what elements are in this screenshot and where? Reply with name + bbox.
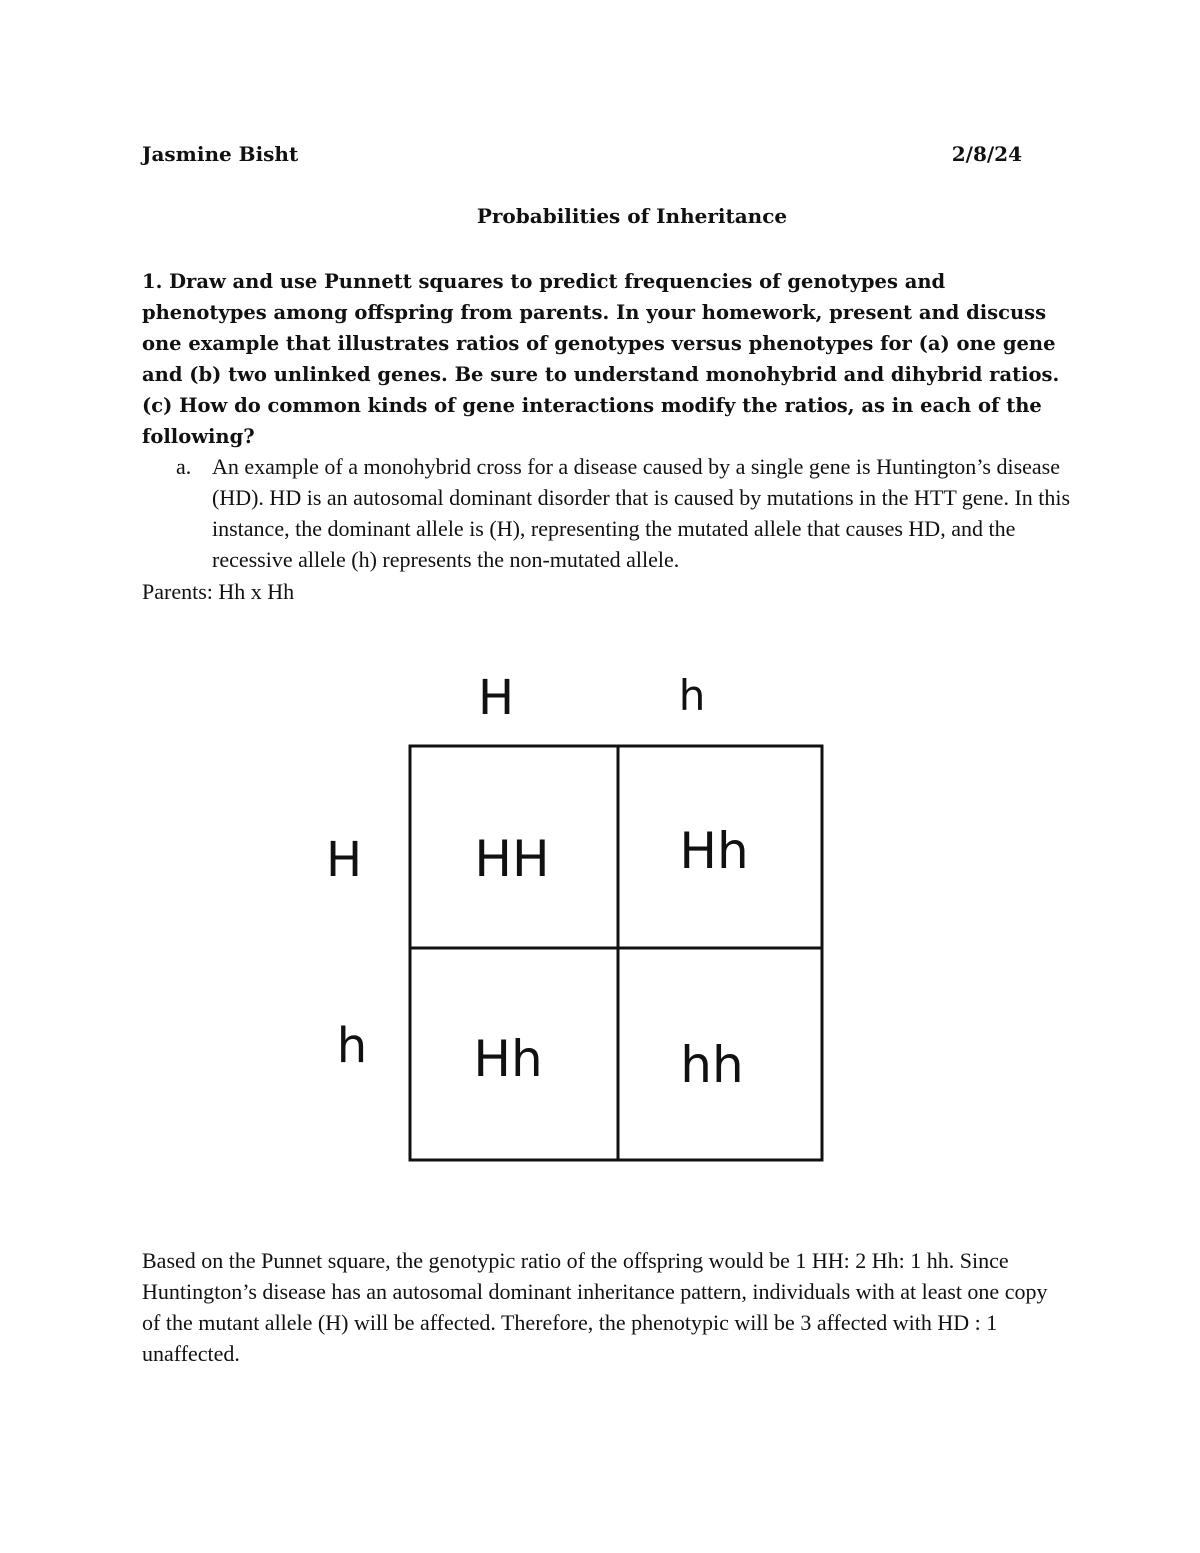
list-marker: a.	[176, 454, 192, 479]
parents-cross: Parents: Hh x Hh	[142, 579, 295, 604]
punnett-grid	[410, 746, 822, 1160]
page-title: Probabilities of Inheritance	[476, 204, 788, 228]
list-item-text: An example of a monohybrid cross for a disease caused by a single gene is Huntington’s disease (HD). HD is an autosomal dominant disorder that is caused by mutations in the HTT gene. In this instance, the dominant allele is (H), representing the mutated allele that causes HD, and the recessive allele (h) represents the non-mutated allele.	[212, 454, 1071, 572]
document-date: 2/8/24	[951, 142, 1022, 166]
row-header: H	[325, 832, 363, 888]
document-header	[142, 142, 1022, 172]
punnett-cell: Hh	[473, 1030, 543, 1088]
author-name: Jasmine Bisht	[142, 142, 299, 166]
col-header: H	[477, 670, 515, 726]
question-prompt: 1. Draw and use Punnett squares to predict frequencies of genotypes and phenotypes among offspring from parents. In your homework, present and discuss one example that illustrates ratios of genotypes versus phenotypes for (a) one gene and (b) two unlinked genes. Be sure to understand monohybrid and dihybrid ratios. (c) How do common kinds of gene interactions modify the ratios, as in each of the following?	[142, 270, 1060, 448]
punnett-labels	[326, 670, 749, 1094]
grid-outline	[410, 746, 822, 1160]
punnett-square	[300, 650, 860, 1190]
summary-paragraph: Based on the Punnet square, the genotypic ratio of the offspring would be 1 HH: 2 Hh: 1 hh. Since Huntington’s disease has an autosomal dominant inheritance pattern, individuals with at least one copy of the mutant allele (H) will be affected. Therefore, the phenotypic will be 3 affected with HD : 1 unaffected.	[142, 1248, 1048, 1366]
punnett-cell: hh	[680, 1036, 744, 1094]
col-header: h	[678, 671, 706, 720]
row-header: h	[336, 1018, 368, 1074]
punnett-cell: Hh	[679, 822, 749, 880]
punnett-cell: HH	[474, 830, 550, 888]
